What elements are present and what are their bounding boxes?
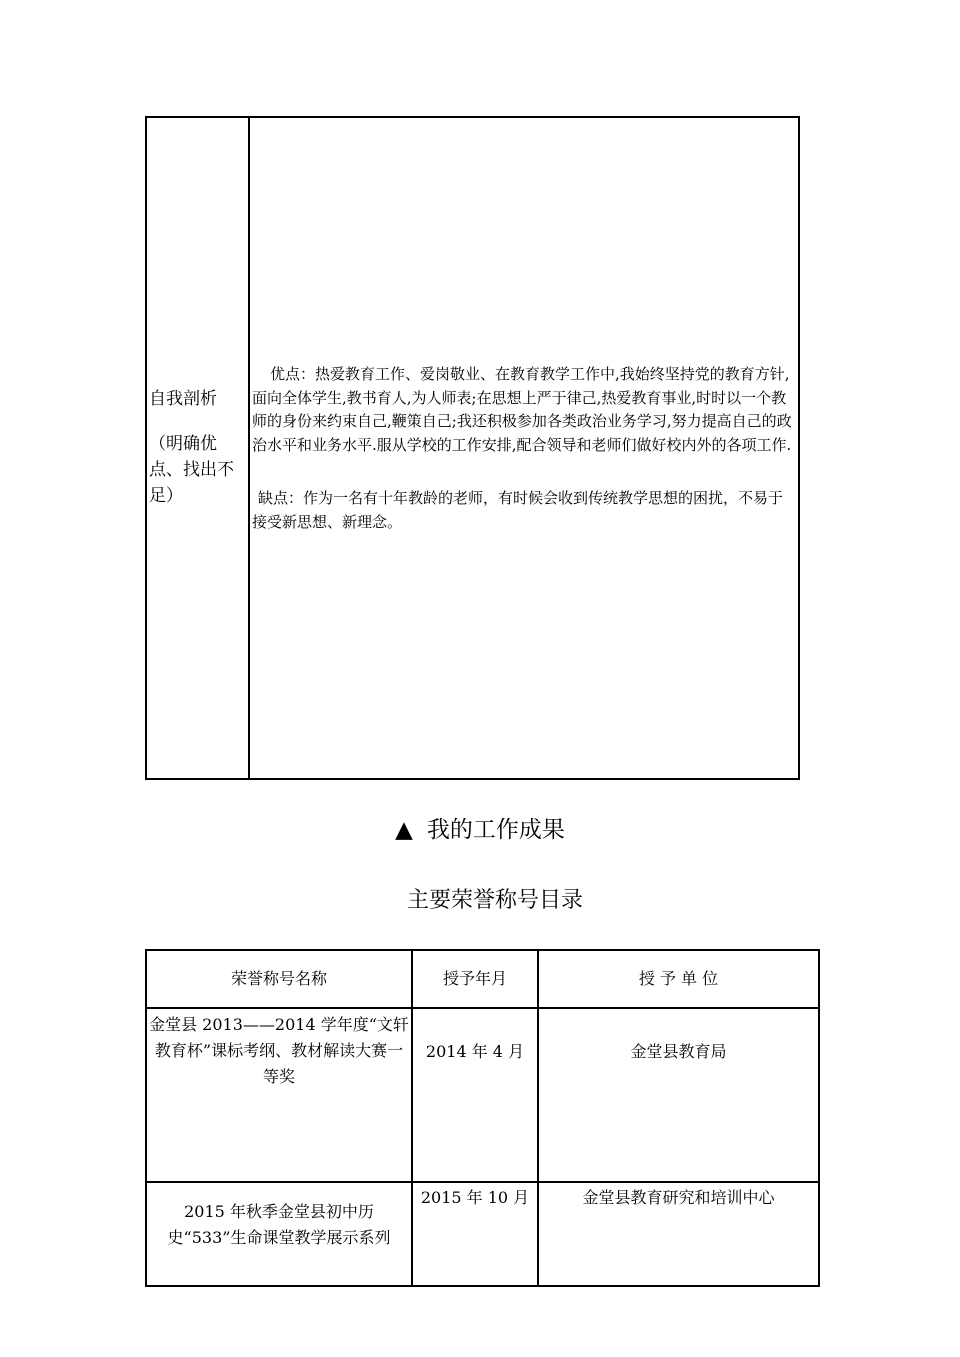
honor-name-cell: 2015 年秋季金堂县初中历史“533”生命课堂教学展示系列 [146, 1182, 412, 1286]
award-date-cell: 2015 年 10 月 [412, 1182, 538, 1286]
section-heading [0, 812, 960, 848]
header-honor-name: 荣誉称号名称 [146, 950, 412, 1008]
self-analysis-title: 自我剖析 [149, 389, 217, 409]
honors-table [145, 949, 820, 1287]
self-analysis-note: （明确优点、找出不足） [149, 434, 234, 506]
section-heading-text: 我的工作成果 [426, 817, 565, 843]
honor-name-cell: 金堂县 2013——2014 学年度“文轩教育杯”课标考纲、教材解读大赛一等奖 [146, 1008, 412, 1182]
weaknesses-paragraph: 缺点：作为一名有十年教龄的老师，有时候会收到传统教学思想的困扰，不易于接受新思想、新理念。 [252, 489, 784, 531]
self-analysis-table [145, 116, 800, 780]
award-unit-cell: 金堂县教育局 [538, 1008, 819, 1182]
strengths-paragraph: 优点：热爱教育工作、爱岗敬业、在教育教学工作中,我始终坚持党的教育方针,面向全体学生,教书育人,为人师表;在思想上严于律己,热爱教育事业,时时以一个教师的身份来约束自己,鞭策自己;我还积极参加各类政治业务学习,努力提高自己的政治水平和业务水平.服从学校的工作安排,配合领导和老师们做好校内外的各项工作. [252, 365, 792, 454]
triangle-marker-icon: ▲ [395, 817, 413, 843]
honors-table-title: 主要荣誉称号目录 [406, 888, 583, 913]
self-analysis-content-cell [250, 118, 798, 778]
self-analysis-label-cell [147, 118, 250, 778]
award-unit-cell: 金堂县教育研究和培训中心 [538, 1182, 819, 1286]
header-award-unit: 授 予 单 位 [538, 950, 819, 1008]
header-award-date: 授予年月 [412, 950, 538, 1008]
award-date-cell: 2014 年 4 月 [412, 1008, 538, 1182]
honors-table-header-row [146, 950, 819, 1008]
table-row [146, 1182, 819, 1286]
table-row [146, 1008, 819, 1182]
